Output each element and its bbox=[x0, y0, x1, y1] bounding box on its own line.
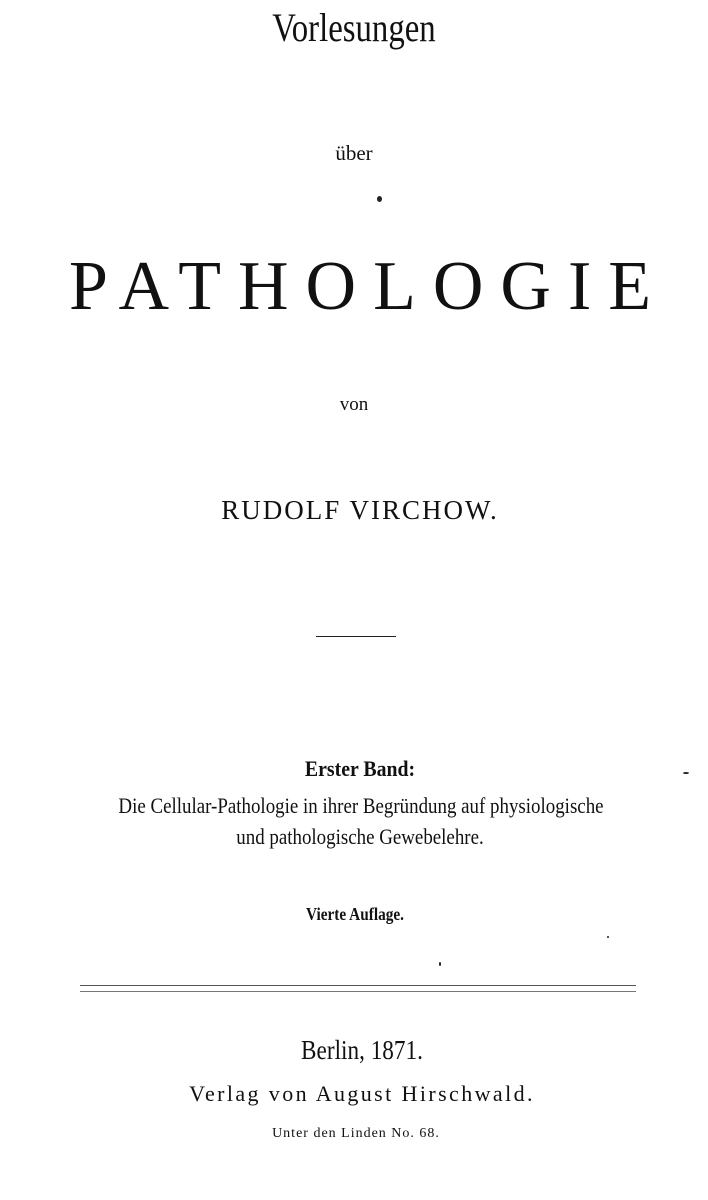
ink-speck bbox=[607, 936, 609, 938]
main-title: PATHOLOGIE bbox=[68, 248, 669, 325]
preposition-text: über bbox=[335, 141, 373, 165]
edition-text: Vierte Auflage. bbox=[305, 904, 404, 924]
publisher-address: Unter den Linden No. 68. bbox=[272, 1126, 440, 1141]
subtitle-line-1: Die Cellular-Pathologie in ihrer Begründung auf physiologische bbox=[118, 793, 604, 818]
double-rule-divider bbox=[80, 985, 636, 992]
series-title: Vorlesungen bbox=[272, 5, 436, 50]
place-and-year: Berlin, 1871. bbox=[301, 1035, 423, 1065]
ink-speck bbox=[439, 962, 441, 966]
ink-speck bbox=[683, 772, 689, 774]
author-name: RUDOLF VIRCHOW. bbox=[221, 495, 499, 525]
publisher-line: Verlag von August Hirschwald. bbox=[189, 1081, 535, 1106]
ink-speck bbox=[377, 196, 382, 202]
subtitle-line-2: und pathologische Gewebelehre. bbox=[236, 824, 484, 849]
short-rule-divider bbox=[316, 636, 396, 637]
volume-heading: Erster Band: bbox=[304, 756, 416, 781]
by-text: von bbox=[339, 394, 369, 415]
